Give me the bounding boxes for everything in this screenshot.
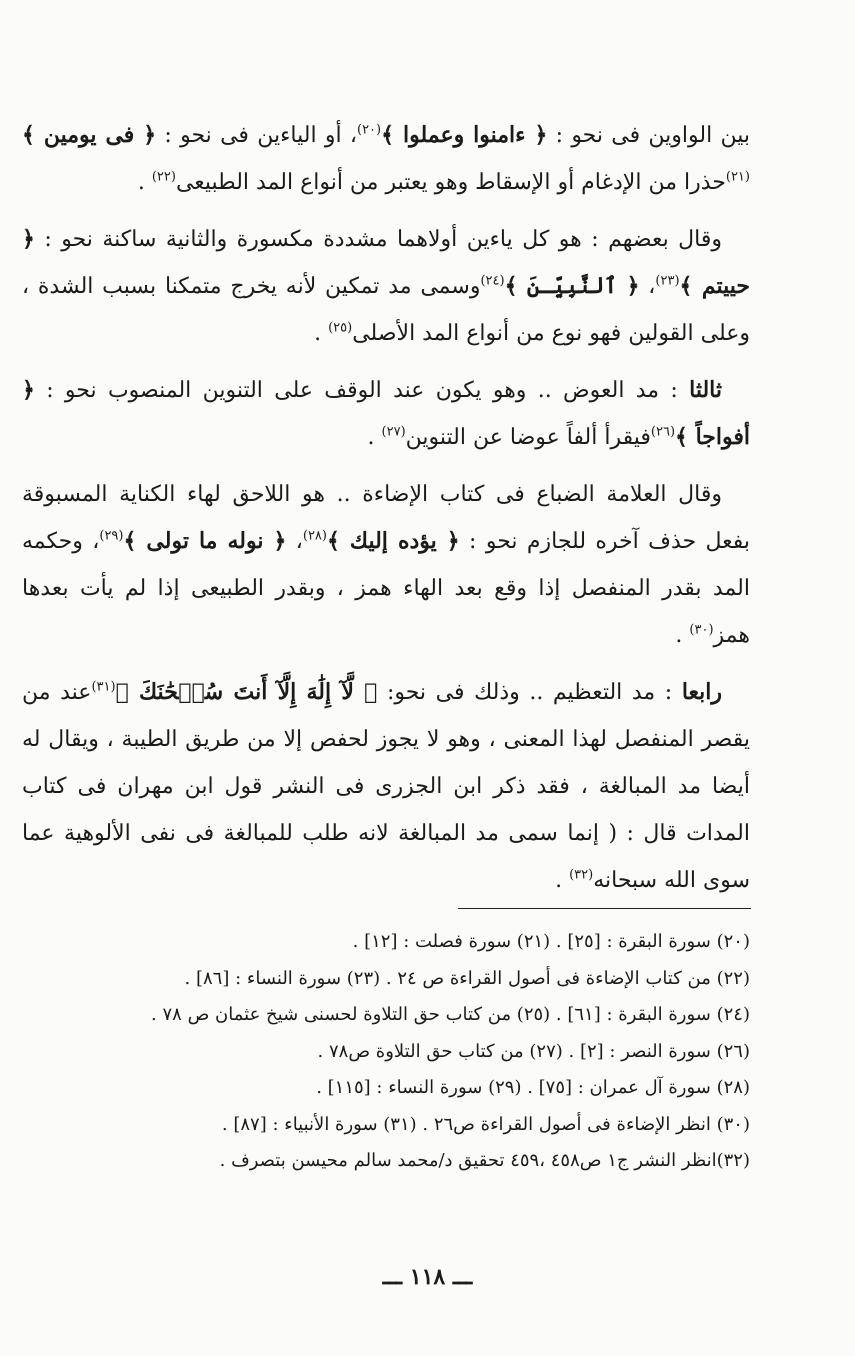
- paragraph: [22, 216, 750, 357]
- footnote-ref: (٣٠): [689, 622, 714, 638]
- text-run: : مد التعظيم .. وذلك فى نحو:: [377, 680, 682, 705]
- footnote-line: (٢٠) سورة البقرة : [٢٥] . (٢١) سورة فصلت : [١٢] .: [352, 931, 750, 952]
- page-number: ـــ ١١٨ ـــ: [382, 1264, 473, 1290]
- quran-quote: ﴿ فى يومين ﴾: [22, 122, 157, 148]
- footnote-divider: [458, 908, 751, 909]
- text-run: : مد العوض .. وهو يكون عند الوقف على التنوين المنصوب نحو :: [34, 378, 690, 403]
- text-run: حذرا من الإدغام أو الإسقاط وهو يعتبر من أنواع المد الطبيعى: [175, 170, 726, 195]
- footnote-ref: (٢٣): [655, 273, 680, 289]
- paragraph: [22, 471, 750, 659]
- text-run: وسمى مد تمكين لأنه يخرج متمكنا بسبب الشدة ، وعلى القولين فهو نوع من أنواع المد الأصلى: [22, 274, 750, 346]
- paragraph: [22, 112, 750, 206]
- text-run: .: [367, 425, 382, 450]
- footnote-ref: (٢٢): [151, 169, 176, 185]
- footnote-ref: (٢٤): [480, 273, 505, 289]
- quran-quote: ﴿ ءامنوا وعملوا ﴾: [381, 122, 548, 148]
- quran-quote: ﴿ يؤده إليك ﴾: [327, 528, 460, 554]
- footnote-line: (٢٤) سورة البقرة : [٦١] . (٢٥) من كتاب حق التلاوة لحسنى شيخ عثمان ص ٧٨ .: [151, 1004, 750, 1025]
- footnote-ref: (٢٠): [357, 122, 382, 138]
- footnote-line: (٣٢)انظر النشر ج١ ص٤٥٨ ،٤٥٩ تحقيق د/محمد سالم محيسن بتصرف .: [219, 1150, 750, 1171]
- text-run: ،: [286, 529, 303, 554]
- footnote-line: (٢٢) من كتاب الإضاءة فى أصول القراءة ص ٢٤ . (٢٣) سورة النساء : [٨٦] .: [184, 967, 750, 989]
- paragraph: [22, 367, 750, 461]
- footnote-ref: (٣١): [91, 679, 116, 695]
- footnote-line: (٢٨) سورة آل عمران : [٧٥] . (٢٩) سورة النساء : [١١٥] .: [316, 1077, 750, 1098]
- text-run: فيقرأ ألفاً عوضا عن التنوين: [405, 425, 651, 450]
- paragraph: [22, 669, 750, 904]
- text-run: ، أو الياءين فى نحو :: [156, 123, 357, 148]
- footnote-ref: (٢٨): [302, 528, 327, 544]
- quran-quote: ﴿ لَّآ إِلَٰهَ إِلَّآ أَنتَ سُبۡحَٰنَكَ ﴾: [115, 679, 378, 705]
- text-run: بين الواوين فى نحو :: [547, 123, 750, 148]
- text-run: وقال بعضهم : هو كل ياءين أولاهما مشددة مكسورة والثانية ساكنة نحو :: [34, 227, 722, 252]
- quran-quote: ﴿ ٱلنَّبِيِّـنَ ﴾: [504, 273, 640, 299]
- footnote-line: (٢٦) سورة النصر : [٢] . (٢٧) من كتاب حق التلاوة ص٧٨ .: [317, 1040, 750, 1062]
- footnote-ref: (٢١): [725, 169, 750, 185]
- quran-quote: ﴿ نوله ما تولى ﴾: [123, 528, 287, 554]
- quran-quote: ﴿ أفواجاً ﴾: [22, 377, 750, 450]
- quran-quote: ﴿ حييتم ﴾: [22, 226, 751, 299]
- text-run: .: [675, 623, 690, 648]
- footnote-ref: (٣٢): [569, 867, 594, 883]
- footnotes: [60, 924, 750, 1180]
- footnote-line: (٣٠) انظر الإضاءة فى أصول القراءة ص٢٦ . (٣١) سورة الأنبياء : [٨٧] .: [221, 1113, 750, 1135]
- text-run: .: [555, 868, 570, 893]
- main-text: [22, 112, 750, 914]
- footnote-ref: (٢٦): [650, 424, 676, 440]
- text-run: وقال العلامة الضباع فى كتاب الإضاءة .. هو اللاحق لهاء الكناية المسبوقة بفعل حذف آخره للجازم نحو :: [22, 482, 750, 554]
- footnote-ref: (٢٧): [381, 424, 406, 440]
- text-run: .: [137, 170, 152, 195]
- text-run: عند من يقصر المنفصل لهذا المعنى ، وهو لا يجوز لحفص إلا من طريق الطيبة ، ويقال له أيضا مد المبالغة ، فقد ذكر ابن الجزرى فى النشر قول ابن مهران فى كتاب المدات قال : ( إنما سمى مد المبالغة لانه طلب للمبالغة فى نفى الألوهية عما سوى الله سبحانه: [22, 680, 750, 893]
- footnote-ref: (٢٥): [328, 320, 353, 336]
- text-run: ،: [639, 274, 656, 299]
- footnote-ref: (٢٩): [99, 528, 124, 544]
- section-lead: ثالثا: [689, 377, 722, 403]
- section-lead: رابعا: [681, 679, 722, 705]
- text-run: ، وحكمه المد بقدر المنفصل إذا وقع بعد الهاء همز ، وبقدر الطبيعى إذا لم يأت بعدها همز: [22, 529, 750, 648]
- text-run: .: [314, 321, 329, 346]
